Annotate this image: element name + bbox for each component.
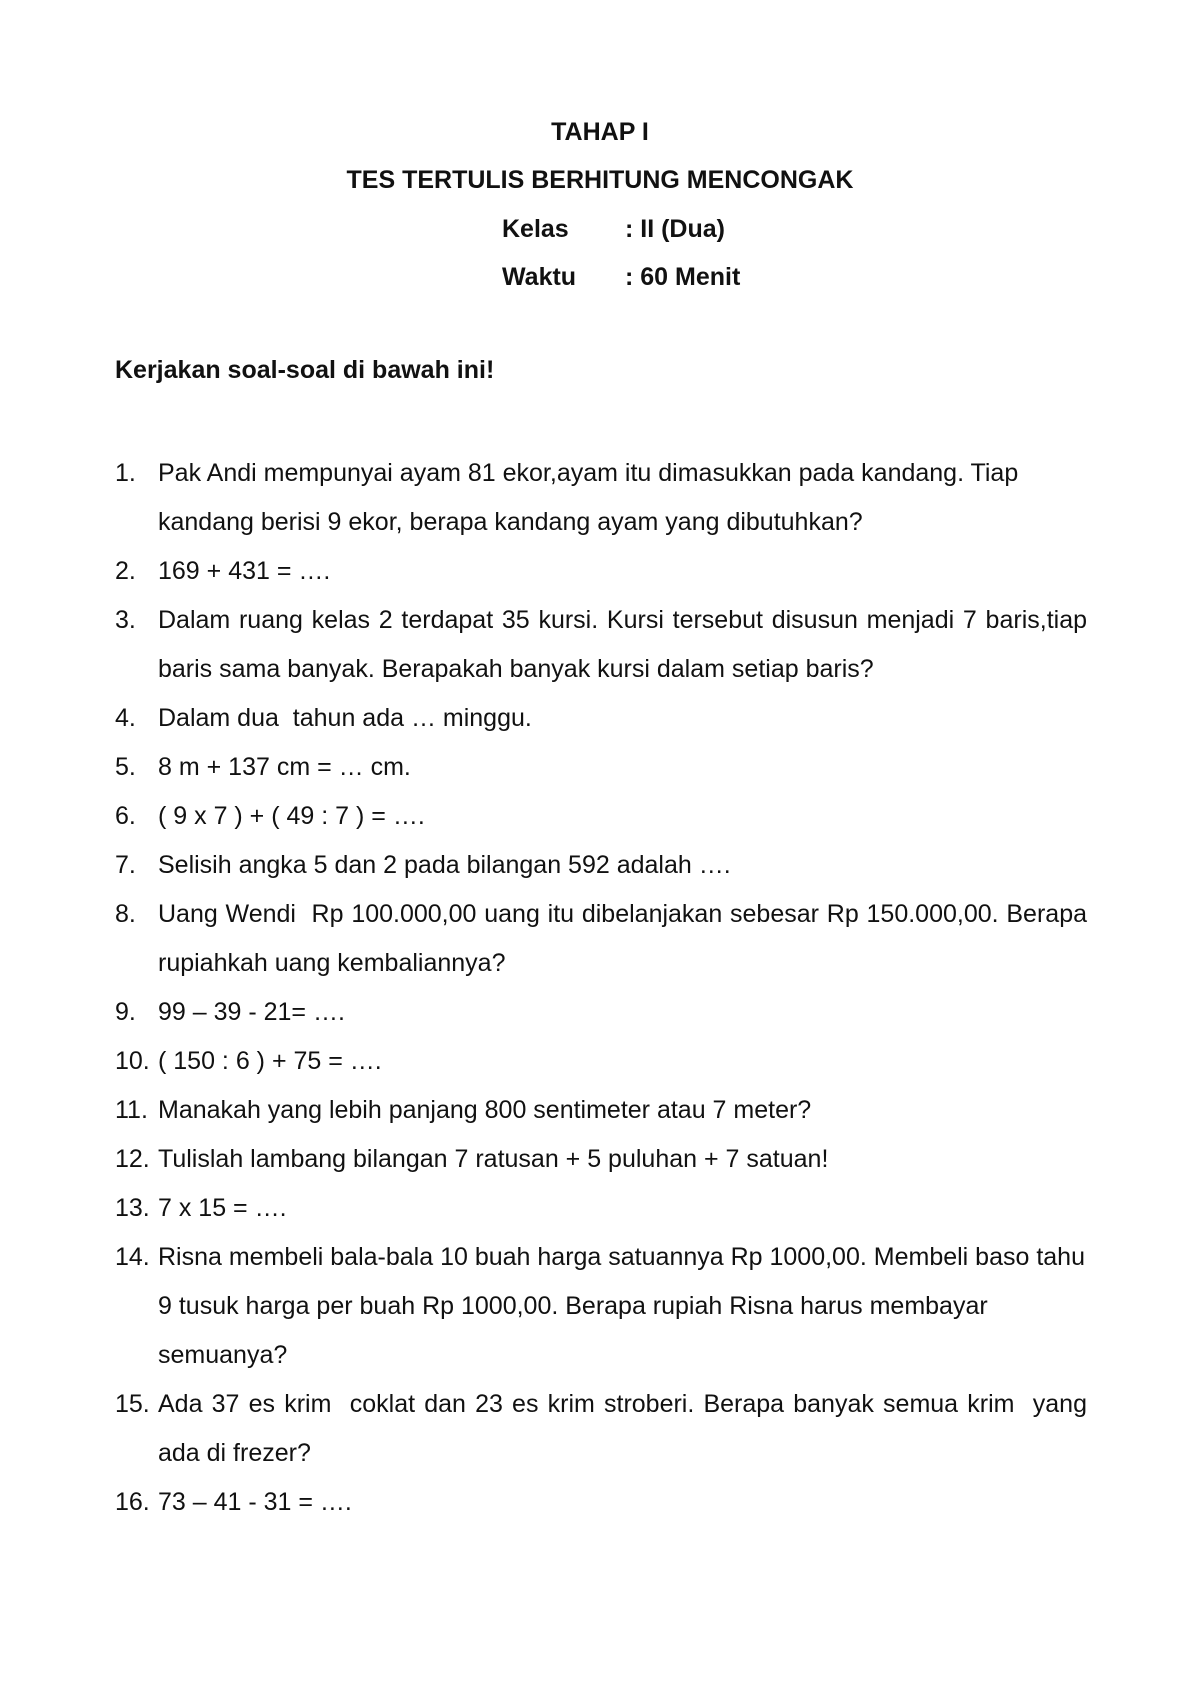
question-item bbox=[115, 694, 1087, 743]
question-number: 14. bbox=[115, 1243, 150, 1271]
question-item bbox=[115, 449, 1087, 547]
question-item bbox=[115, 1478, 1087, 1527]
question-text: Selisih angka 5 dan 2 pada bilangan 592 adalah …. bbox=[158, 851, 731, 879]
class-label: Kelas bbox=[502, 215, 569, 243]
question-number: 13. bbox=[115, 1194, 150, 1222]
question-item bbox=[115, 1184, 1087, 1233]
question-text: 8 m + 137 cm = … cm. bbox=[158, 753, 411, 781]
stage-heading: TAHAP I bbox=[551, 118, 649, 146]
question-number: 2. bbox=[115, 557, 136, 585]
question-number: 10. bbox=[115, 1047, 150, 1075]
question-item bbox=[115, 1135, 1087, 1184]
time-value: : 60 Menit bbox=[625, 263, 741, 291]
question-item bbox=[115, 792, 1087, 841]
question-number: 6. bbox=[115, 802, 136, 830]
question-text: ( 150 : 6 ) + 75 = …. bbox=[158, 1047, 382, 1075]
question-item bbox=[115, 596, 1087, 694]
question-item bbox=[115, 547, 1087, 596]
question-text: Pak Andi mempunyai ayam 81 ekor,ayam itu dimasukkan pada kandang. Tiap kandang berisi 9 ekor, berapa kandang ayam yang dibutuhkan? bbox=[158, 459, 1019, 536]
question-number: 9. bbox=[115, 998, 136, 1026]
question-item bbox=[115, 1037, 1087, 1086]
question-item bbox=[115, 1086, 1087, 1135]
question-number: 15. bbox=[115, 1390, 150, 1418]
question-text: Manakah yang lebih panjang 800 sentimeter atau 7 meter? bbox=[158, 1096, 812, 1124]
question-number: 16. bbox=[115, 1488, 150, 1516]
question-text: Dalam dua tahun ada … minggu. bbox=[158, 704, 532, 732]
question-text: 169 + 431 = …. bbox=[158, 557, 331, 585]
question-item bbox=[115, 743, 1087, 792]
question-item bbox=[115, 841, 1087, 890]
instruction-text: Kerjakan soal-soal di bawah ini! bbox=[115, 356, 495, 384]
question-text: Uang Wendi Rp 100.000,00 uang itu dibelanjakan sebesar Rp 150.000,00. Berapa rupiahkah uang kembaliannya? bbox=[158, 900, 1094, 977]
class-value: : II (Dua) bbox=[625, 215, 725, 243]
time-label: Waktu bbox=[502, 263, 577, 291]
question-number: 12. bbox=[115, 1145, 150, 1173]
question-number: 11. bbox=[115, 1096, 148, 1124]
question-number: 8. bbox=[115, 900, 136, 928]
question-number: 4. bbox=[115, 704, 136, 732]
question-text: 99 – 39 - 21= …. bbox=[158, 998, 345, 1026]
question-number: 7. bbox=[115, 851, 136, 879]
question-item bbox=[115, 890, 1094, 988]
question-text: 7 x 15 = …. bbox=[158, 1194, 287, 1222]
question-text: Ada 37 es krim coklat dan 23 es krim stroberi. Berapa banyak semua krim yang ada di frezer? bbox=[158, 1390, 1094, 1467]
question-text: 73 – 41 - 31 = …. bbox=[158, 1488, 352, 1516]
question-text: ( 9 x 7 ) + ( 49 : 7 ) = …. bbox=[158, 802, 425, 830]
question-item bbox=[115, 988, 1087, 1037]
question-item bbox=[115, 1380, 1094, 1478]
question-number: 5. bbox=[115, 753, 136, 781]
test-title: TES TERTULIS BERHITUNG MENCONGAK bbox=[346, 166, 854, 194]
question-number: 1. bbox=[115, 459, 136, 487]
question-text: Tulislah lambang bilangan 7 ratusan + 5 puluhan + 7 satuan! bbox=[158, 1145, 829, 1173]
question-text: Dalam ruang kelas 2 terdapat 35 kursi. Kursi tersebut disusun menjadi 7 baris,tiap baris sama banyak. Berapakah banyak kursi dalam setiap baris? bbox=[158, 606, 1087, 683]
question-list bbox=[115, 449, 1094, 1527]
question-text: Risna membeli bala-bala 10 buah harga satuannya Rp 1000,00. Membeli baso tahu 9 tusuk harga per buah Rp 1000,00. Berapa rupiah Risna harus membayar semuanya? bbox=[158, 1243, 1085, 1369]
question-item bbox=[115, 1233, 1087, 1380]
question-number: 3. bbox=[115, 606, 136, 634]
